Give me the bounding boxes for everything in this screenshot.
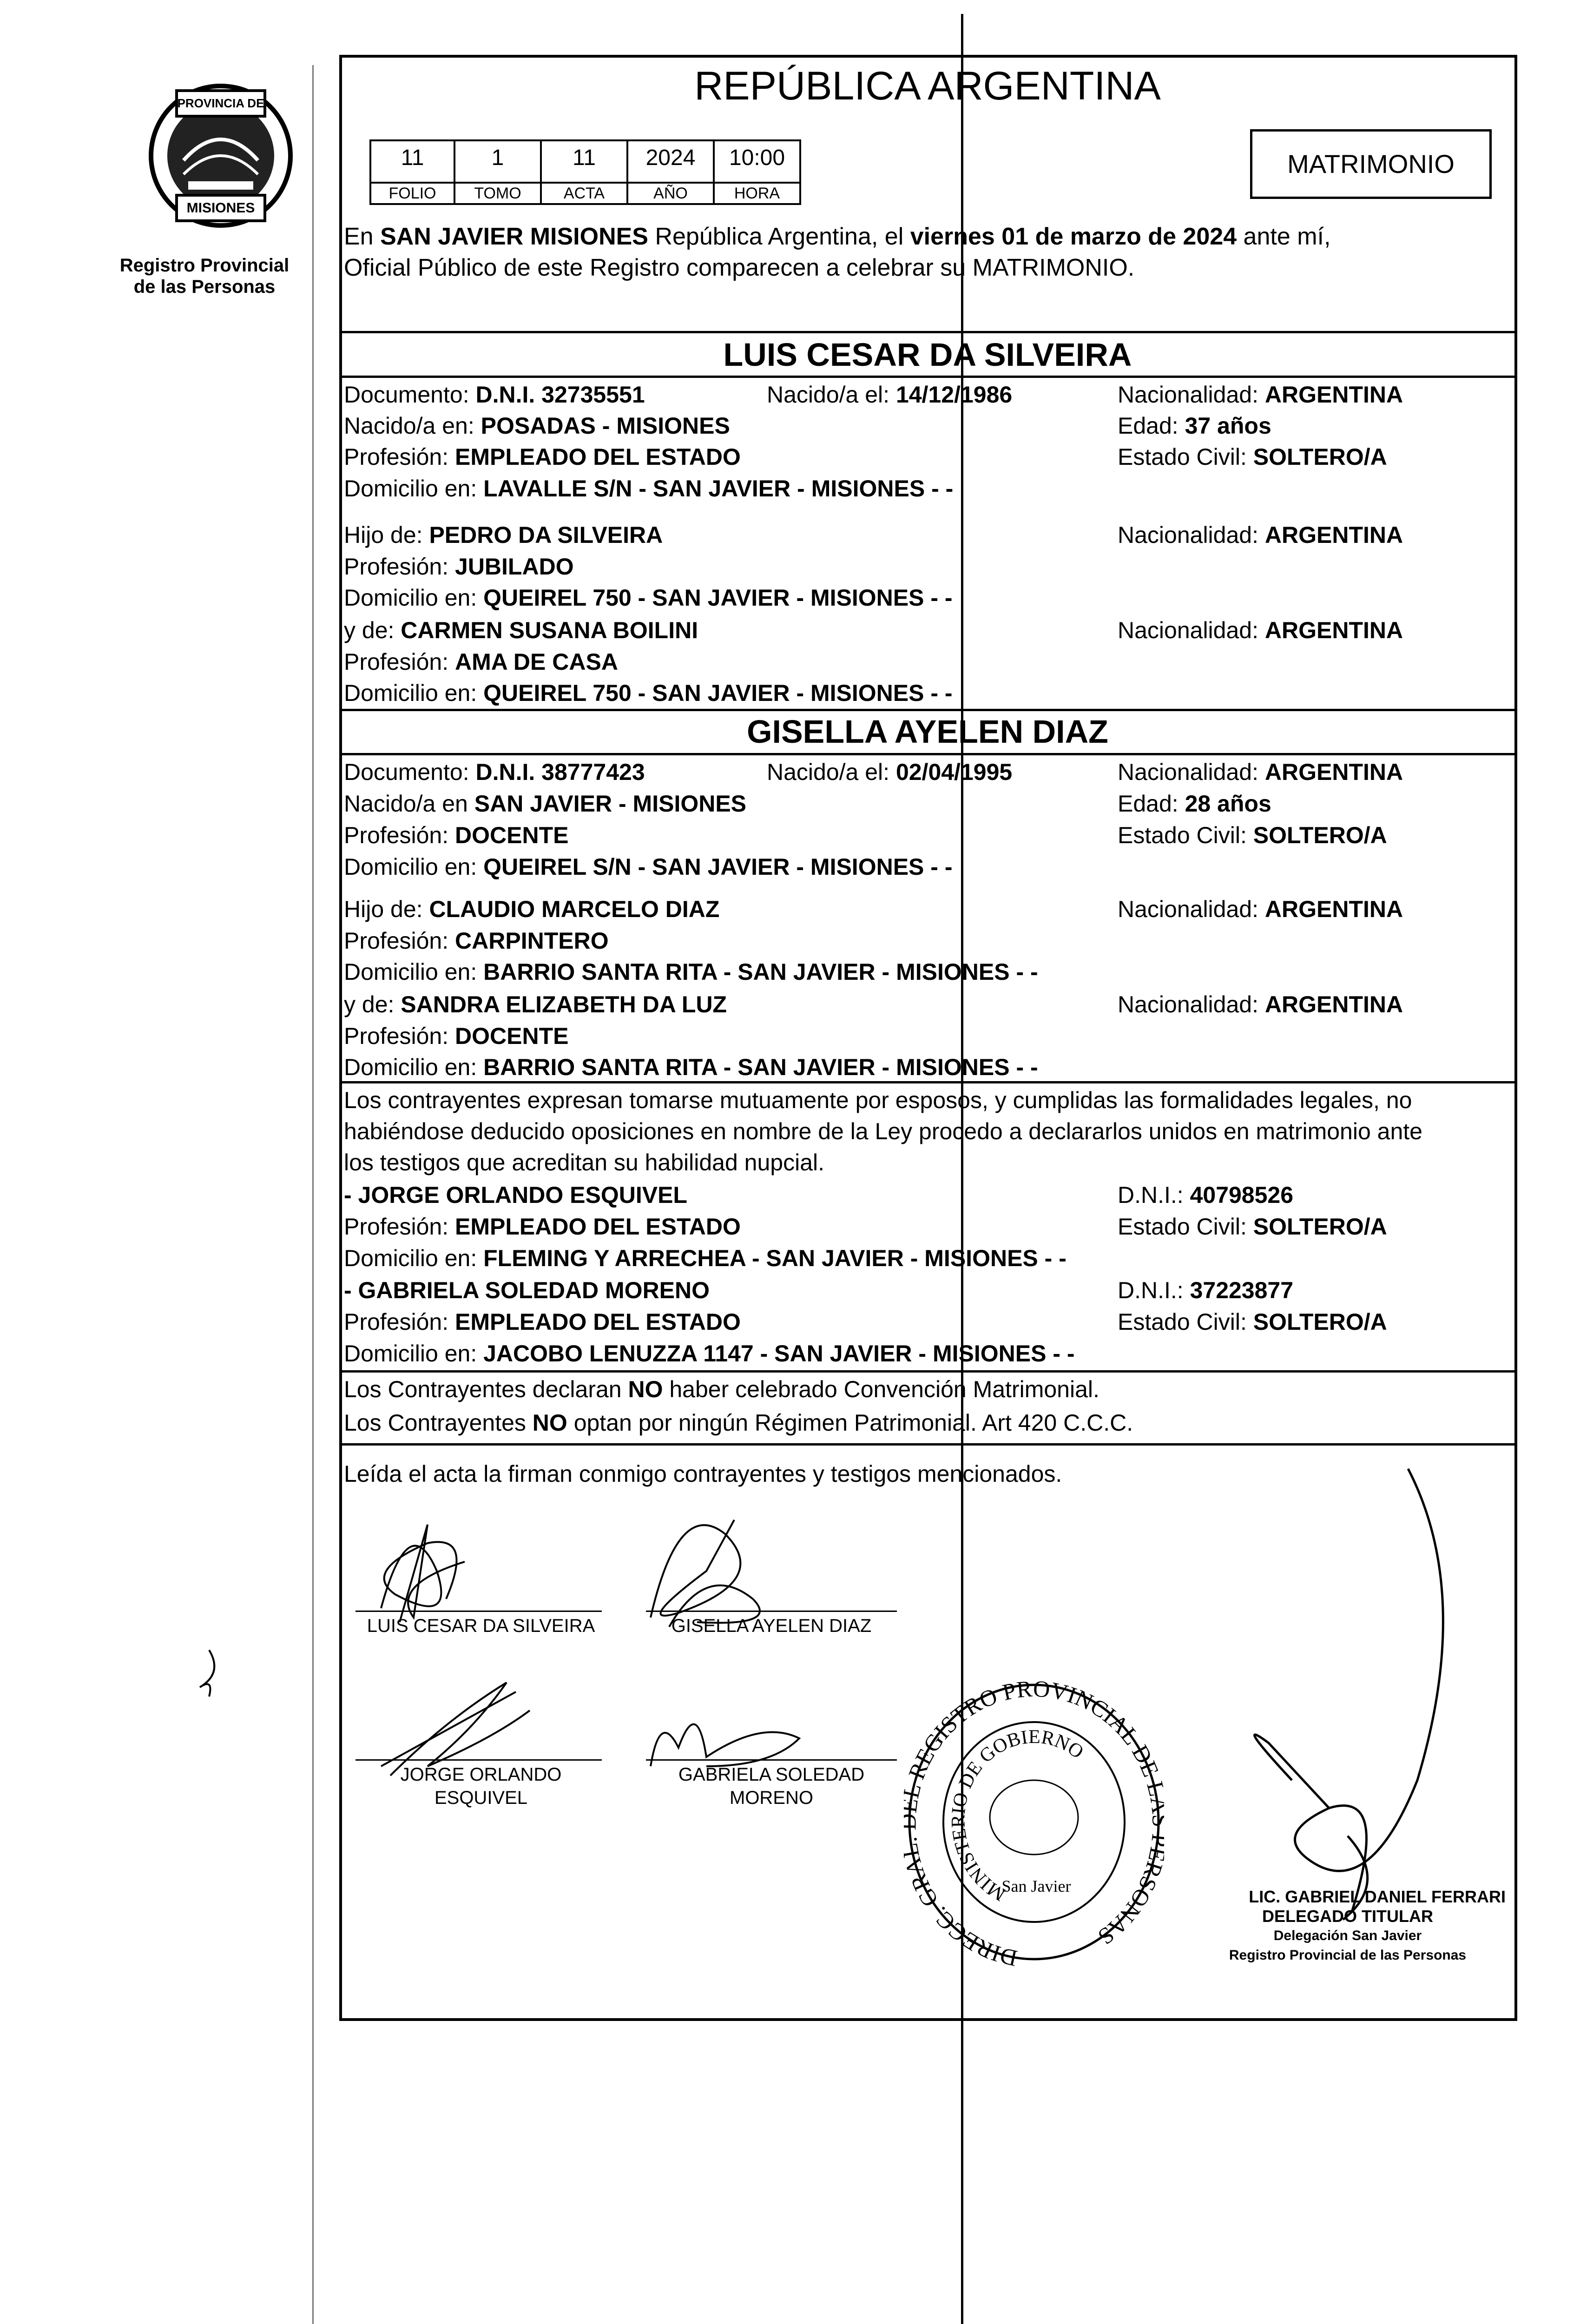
registry-name: Registro Provincial de las Personas: [119, 255, 290, 297]
groom-doc: Documento: D.N.I. 32735551: [344, 382, 645, 408]
acta-caption: ACTA: [540, 182, 628, 205]
intro-line-1: En SAN JAVIER MISIONES República Argentina, el viernes 01 de marzo de 2024 ante mí,: [344, 223, 1331, 250]
folio-value: 11: [369, 139, 455, 184]
bride-father: Hijo de: CLAUDIO MARCELO DIAZ: [344, 896, 720, 922]
svg-text:San Javier: San Javier: [1001, 1877, 1071, 1895]
closing-text: Leída el acta la firman conmigo contrayentes y testigos mencionados.: [344, 1461, 1062, 1487]
groom-mother-profession: Profesión: AMA DE CASA: [344, 649, 618, 675]
divider: [339, 376, 1517, 378]
groom-father-nationality: Nacionalidad: ARGENTINA: [1118, 522, 1403, 548]
groom-father-address: Domicilio en: QUEIREL 750 - SAN JAVIER - MISIONES - -: [344, 585, 953, 611]
divider: [339, 1443, 1517, 1446]
groom-profession: Profesión: EMPLEADO DEL ESTADO: [344, 444, 741, 470]
groom-mother-address: Domicilio en: QUEIREL 750 - SAN JAVIER - MISIONES - -: [344, 680, 953, 706]
divider: [339, 331, 1517, 333]
bride-mother-nationality: Nacionalidad: ARGENTINA: [1118, 991, 1403, 1017]
anio-caption: AÑO: [626, 182, 715, 205]
groom-father-profession: Profesión: JUBILADO: [344, 554, 574, 580]
groom-address: Domicilio en: LAVALLE S/N - SAN JAVIER - MISIONES - -: [344, 475, 954, 502]
bride-mother-profession: Profesión: DOCENTE: [344, 1023, 569, 1049]
acta-value: 11: [540, 139, 628, 184]
tomo-value: 1: [454, 139, 542, 184]
page-title: REPÚBLICA ARGENTINA: [694, 64, 1161, 108]
witness-1-profession: Profesión: EMPLEADO DEL ESTADO: [344, 1214, 741, 1240]
signature-line: [646, 1611, 897, 1612]
groom-age: Edad: 37 años: [1118, 413, 1271, 439]
groom-birthplace: Nacido/a en: POSADAS - MISIONES: [344, 413, 730, 439]
bride-mother-address: Domicilio en: BARRIO SANTA RITA - SAN JAVIER - MISIONES - -: [344, 1054, 1038, 1080]
signature-line: [646, 1759, 897, 1761]
regime-line-1: Los Contrayentes declaran NO haber celebrado Convención Matrimonial.: [344, 1376, 1099, 1402]
signature-line: [356, 1611, 602, 1612]
margin-line: [312, 65, 314, 2324]
record-type-box: MATRIMONIO: [1250, 129, 1492, 199]
signature-line: [356, 1759, 602, 1761]
logo-text-top: PROVINCIA DE: [177, 96, 264, 110]
divider: [339, 1081, 1517, 1083]
folio-caption: FOLIO: [369, 182, 455, 205]
witness-2-civil-status: Estado Civil: SOLTERO/A: [1118, 1309, 1387, 1335]
hora-value: 10:00: [713, 139, 801, 184]
svg-text:DIRECC. GRAL. DEL REGISTRO PRO: DIRECC. GR REGISTRO PROVINCIAL DE SONAS: [904, 1675, 1164, 1971]
stray-mark: [191, 1645, 228, 1701]
bride-father-profession: Profesión: CARPINTERO: [344, 928, 609, 954]
witness-1-dni: D.N.I.: 40798526: [1118, 1182, 1294, 1208]
witness-2-name: - GABRIELA SOLEDAD MORENO: [344, 1277, 710, 1303]
declaration-line-3: los testigos que acreditan su habilidad nupcial.: [344, 1149, 825, 1175]
bride-address: Domicilio en: QUEIREL S/N - SAN JAVIER - MISIONES - -: [344, 854, 953, 880]
bride-father-nationality: Nacionalidad: ARGENTINA: [1118, 896, 1403, 922]
groom-born: Nacido/a el: 14/12/1986: [767, 382, 1013, 408]
groom-civil-status: Estado Civil: SOLTERO/A: [1118, 444, 1387, 470]
tomo-caption: TOMO: [454, 182, 542, 205]
official-stamp: LIC. GABRIEL DANIEL FERRARI DELEGADO TITULAR Delegación San Javier Registro Provincial de las Personas: [1229, 1887, 1506, 1963]
groom-mother: y de: CARMEN SUSANA BOILINI: [344, 617, 698, 643]
bride-doc: Documento: D.N.I. 38777423: [344, 759, 645, 785]
logo-text-bottom: MISIONES: [186, 200, 255, 216]
province-logo: [132, 77, 309, 244]
bride-born: Nacido/a el: 02/04/1995: [767, 759, 1013, 785]
witness-2-profession: Profesión: EMPLEADO DEL ESTADO: [344, 1309, 741, 1335]
groom-father: Hijo de: PEDRO DA SILVEIRA: [344, 522, 663, 548]
witness-1-civil-status: Estado Civil: SOLTERO/A: [1118, 1214, 1387, 1240]
regime-line-2: Los Contrayentes NO optan por ningún Régimen Patrimonial. Art 420 C.C.C.: [344, 1410, 1133, 1436]
declaration-line-2: habiéndose deducido oposiciones en nombre de la Ley procedo a declararlos unidos en matrimonio ante: [344, 1118, 1422, 1144]
witness-2-signature-label: GABRIELA SOLEDAD MORENO: [678, 1764, 865, 1808]
hora-caption: HORA: [713, 182, 801, 205]
groom-signature-label: LUIS CESAR DA SILVEIRA: [367, 1616, 595, 1636]
witness-1-signature-label: JORGE ORLANDO ESQUIVEL: [400, 1764, 562, 1808]
bride-civil-status: Estado Civil: SOLTERO/A: [1118, 822, 1387, 848]
groom-mother-nationality: Nacionalidad: ARGENTINA: [1118, 617, 1403, 643]
anio-value: 2024: [626, 139, 715, 184]
bride-name: GISELLA AYELEN DIAZ: [747, 713, 1108, 750]
witness-2-dni: D.N.I.: 37223877: [1118, 1277, 1294, 1303]
bride-age: Edad: 28 años: [1118, 791, 1271, 817]
svg-text:MINISTERIO DE GOBIERNO: MINISTERIO DE GOBIERNO: [948, 1726, 1087, 1905]
handwritten-signatures: [353, 1478, 934, 1813]
bride-father-address: Domicilio en: BARRIO SANTA RITA - SAN JAVIER - MISIONES - -: [344, 959, 1038, 985]
groom-name: LUIS CESAR DA SILVEIRA: [723, 337, 1132, 373]
bride-signature-label: GISELLA AYELEN DIAZ: [671, 1616, 872, 1636]
official-seal: [904, 1673, 1164, 1971]
bride-birthplace: Nacido/a en SAN JAVIER - MISIONES: [344, 791, 747, 817]
bride-mother: y de: SANDRA ELIZABETH DA LUZ: [344, 991, 727, 1017]
divider: [339, 709, 1517, 711]
declaration-line-1: Los contrayentes expresan tomarse mutuamente por esposos, y cumplidas las formalidades legales, no: [344, 1087, 1412, 1113]
divider: [339, 753, 1517, 755]
intro-line-2: Oficial Público de este Registro comparecen a celebrar su MATRIMONIO.: [344, 254, 1135, 281]
groom-nationality: Nacionalidad: ARGENTINA: [1118, 382, 1403, 408]
witness-1-name: - JORGE ORLANDO ESQUIVEL: [344, 1182, 687, 1208]
bride-nationality: Nacionalidad: ARGENTINA: [1118, 759, 1403, 785]
witness-2-address: Domicilio en: JACOBO LENUZZA 1147 - SAN JAVIER - MISIONES - -: [344, 1340, 1075, 1367]
witness-1-address: Domicilio en: FLEMING Y ARRECHEA - SAN JAVIER - MISIONES - -: [344, 1245, 1066, 1271]
bride-profession: Profesión: DOCENTE: [344, 822, 569, 848]
divider: [339, 1370, 1517, 1373]
